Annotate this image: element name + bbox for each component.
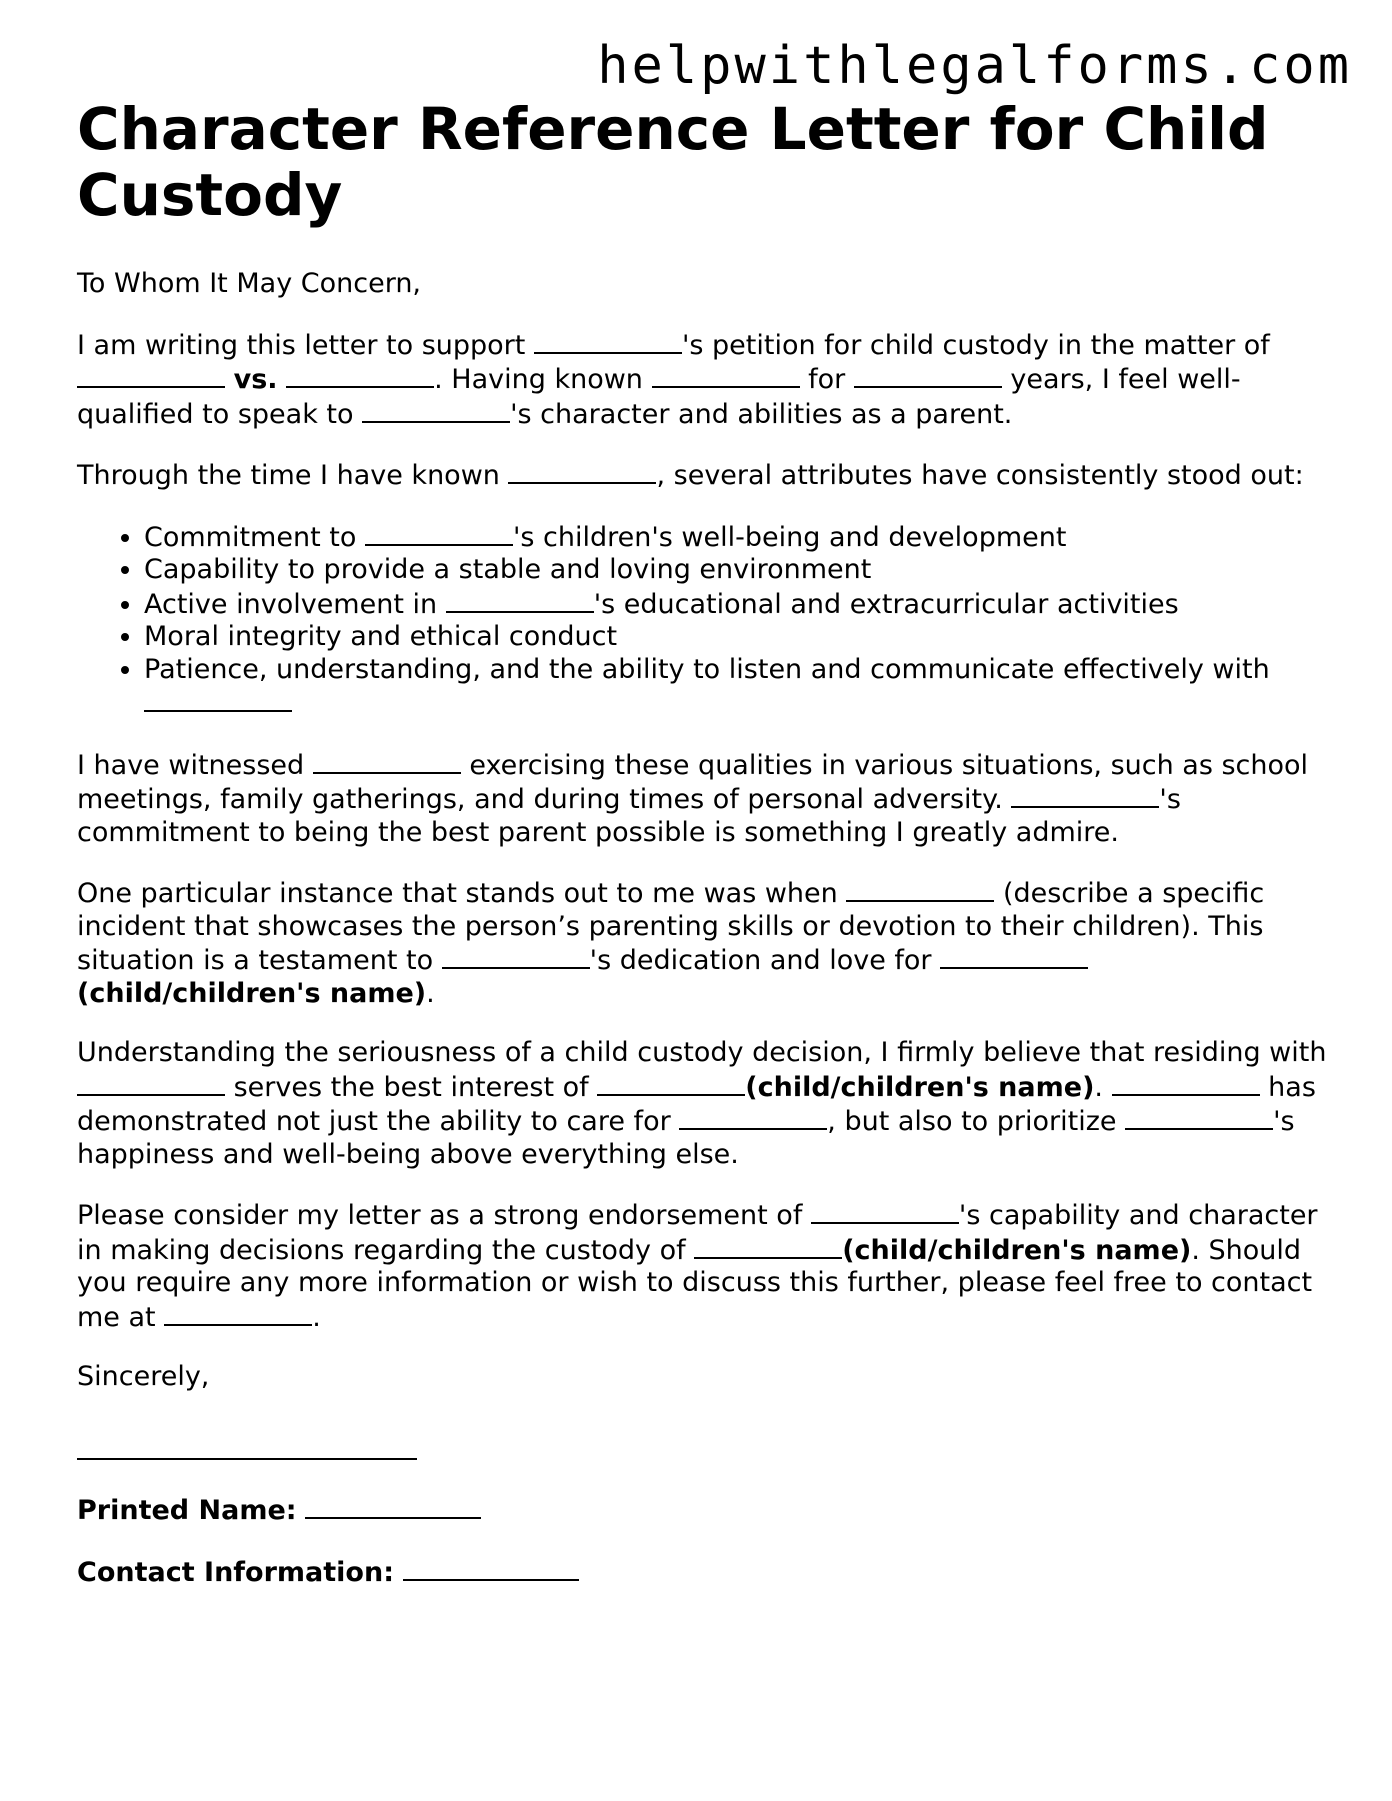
party-one-blank[interactable] <box>77 362 225 388</box>
closing: Sincerely, <box>77 1361 210 1392</box>
intro-text-3: . Having known <box>434 364 652 395</box>
endorsement-text-3: . Should you require any more information or wish to discuss this further, please feel free to contact me at <box>77 1234 1313 1333</box>
paragraph-endorsement <box>77 1198 1327 1334</box>
witnessed-text-3: 's commitment to being the best parent possible is something I greatly admire. <box>77 784 1181 848</box>
attribute-3-text: Active involvement in <box>144 588 446 620</box>
page-title: Character Reference Letter for Child Custody <box>77 95 1269 229</box>
child-name-label: (child/children's name) <box>77 977 427 1009</box>
versus-label: vs. <box>233 364 278 395</box>
intro-text-4: for <box>799 364 854 395</box>
instance-text-4: . <box>426 977 435 1009</box>
paragraph-instance <box>77 876 1327 1010</box>
endorsement-person-blank[interactable] <box>811 1198 959 1224</box>
list-item <box>144 654 1327 721</box>
greeting: To Whom It May Concern, <box>77 268 422 299</box>
paragraph-attributes-intro <box>77 458 1327 493</box>
contact-info-field <box>77 1555 1327 1590</box>
attribute-1-text-end: 's children's well-being and development <box>512 521 1067 553</box>
attribute-4-text: Moral integrity and ethical conduct <box>144 621 618 652</box>
demonstrated-person-blank[interactable] <box>1112 1070 1260 1096</box>
attribute-2-text: Capability to provide a stable and loving environment <box>144 554 872 585</box>
witnessed-text-2: exercising these qualities in various situations, such as school meetings, family gatherings, and during times of personal adversity. <box>77 749 1309 815</box>
watermark: helpwithlegalforms.com <box>597 36 1352 96</box>
endorsement-text-1: Please consider my letter as a strong endorsement of <box>77 1200 811 1231</box>
paragraph-best-interest <box>77 1037 1327 1171</box>
interest-text-2: serves the best interest of <box>225 1071 598 1103</box>
signature-line <box>77 1434 1327 1467</box>
attributes-intro-text-2: , several attributes have consistently stood out: <box>656 460 1304 491</box>
years-known-blank[interactable] <box>854 362 1002 388</box>
instance-text-1: One particular instance that stands out to me was when <box>77 878 847 909</box>
list-item <box>144 587 1327 622</box>
attributes-list <box>77 520 1327 721</box>
instance-person-blank[interactable] <box>442 943 590 969</box>
witnessed-text-1: I have witnessed <box>77 749 313 781</box>
witnessed-person-blank-2[interactable] <box>1011 782 1159 808</box>
paragraph-intro <box>77 328 1327 432</box>
printed-name-field <box>77 1493 1327 1528</box>
witnessed-person-blank[interactable] <box>313 748 461 774</box>
party-two-blank[interactable] <box>286 362 434 388</box>
custody-child-blank[interactable] <box>694 1233 842 1259</box>
interest-text-4: has demonstrated not just the ability to care for <box>77 1071 1316 1137</box>
attribute-1-blank[interactable] <box>365 520 513 546</box>
instance-blank[interactable] <box>846 876 994 902</box>
signature-blank[interactable] <box>77 1434 417 1460</box>
prioritize-blank[interactable] <box>1125 1104 1273 1130</box>
endorsement-text-4: . <box>312 1301 321 1333</box>
interest-child-blank[interactable] <box>597 1070 745 1096</box>
list-item <box>144 554 1327 587</box>
printed-name-blank[interactable] <box>305 1493 481 1519</box>
attributes-intro-text-1: Through the time I have known <box>77 460 509 491</box>
attribute-5-blank[interactable] <box>144 686 292 712</box>
instance-text-3: 's dedication and love for <box>589 945 941 976</box>
paragraph-witnessed <box>77 748 1327 850</box>
residing-with-blank[interactable] <box>77 1070 225 1096</box>
child-name-label: (child/children's name) <box>842 1234 1192 1266</box>
attribute-1-text: Commitment to <box>144 521 365 553</box>
attribute-3-text-end: 's educational and extracurricular activities <box>593 588 1179 620</box>
endorsement-text-2: 's capability and character in making decisions regarding the custody of <box>77 1200 1318 1266</box>
interest-text-6: 's happiness and well-being above everything else. <box>77 1106 1295 1170</box>
instance-child-blank[interactable] <box>940 943 1088 969</box>
printed-name-label: Printed Name: <box>77 1495 297 1526</box>
child-name-label: (child/children's name) <box>745 1071 1095 1103</box>
attribute-3-blank[interactable] <box>446 587 594 613</box>
list-item <box>144 621 1327 654</box>
intro-text-2: 's petition for child custody in the matter of <box>681 329 1270 361</box>
known-person-blank-2[interactable] <box>508 458 656 484</box>
known-person-blank[interactable] <box>652 362 800 388</box>
petitioner-name-blank[interactable] <box>534 328 682 354</box>
intro-text-6: 's character and abilities as a parent. <box>510 398 1013 430</box>
interest-text-5: , but also to prioritize <box>827 1106 1126 1137</box>
contact-blank[interactable] <box>164 1300 312 1326</box>
interest-text-3: . <box>1094 1071 1112 1103</box>
care-for-blank[interactable] <box>679 1104 827 1130</box>
contact-info-label: Contact Information: <box>77 1556 394 1588</box>
list-item <box>144 520 1327 555</box>
attribute-5-text: Patience, understanding, and the ability to listen and communicate effectively with <box>144 653 1270 685</box>
letter-document <box>77 96 1327 1589</box>
instance-text-2: (describe a specific incident that showcases the person’s parenting skills or devotion to their children). This situation is a testament to <box>77 878 1265 976</box>
intro-text-1: I am writing this letter to support <box>77 329 534 361</box>
intro-text-5: years, I feel well-qualified to speak to <box>77 364 1241 430</box>
parent-name-blank[interactable] <box>362 397 510 423</box>
interest-text-1: Understanding the seriousness of a child custody decision, I firmly believe that residing with <box>77 1037 1327 1068</box>
contact-info-blank[interactable] <box>403 1555 579 1581</box>
